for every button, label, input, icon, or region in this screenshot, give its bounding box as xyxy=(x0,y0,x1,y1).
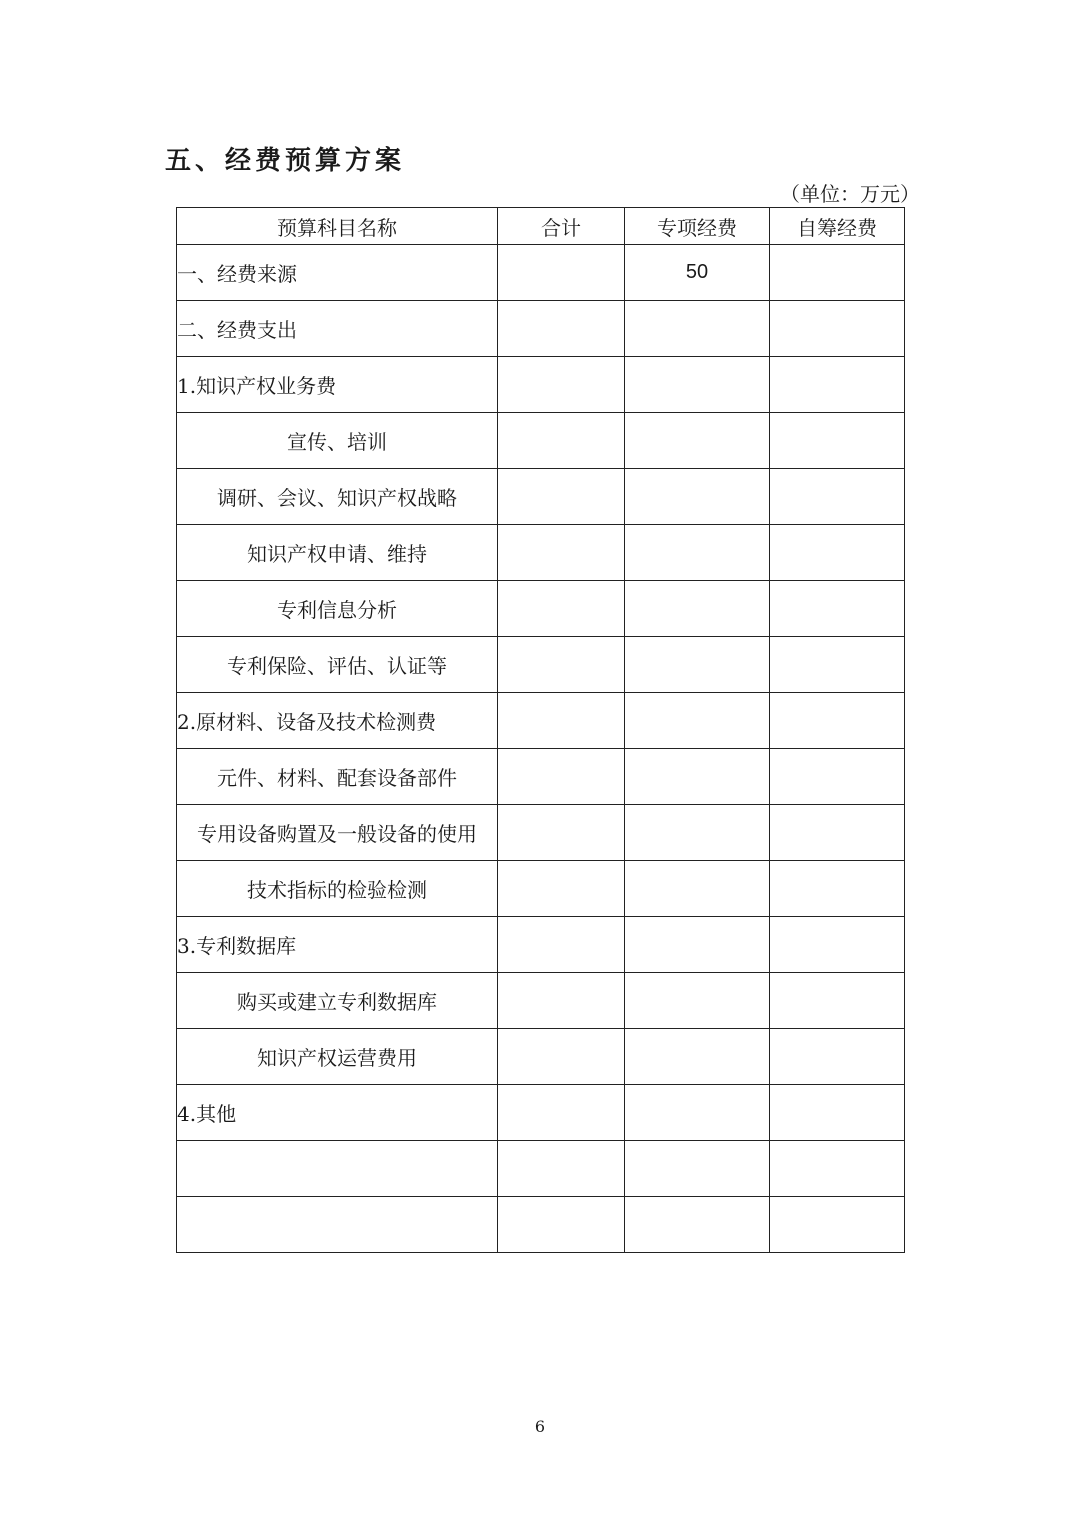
table-row xyxy=(177,637,905,693)
budget-item-name xyxy=(177,1197,498,1253)
table-row xyxy=(177,693,905,749)
self-raised-funds-cell xyxy=(770,469,905,525)
total-cell xyxy=(498,1197,625,1253)
budget-item-name: 二、经费支出 xyxy=(177,301,498,357)
table-row xyxy=(177,245,905,301)
special-funds-cell xyxy=(625,581,770,637)
header-special-funds: 专项经费 xyxy=(625,208,770,245)
table-row xyxy=(177,301,905,357)
self-raised-funds-cell xyxy=(770,301,905,357)
self-raised-funds-cell xyxy=(770,637,905,693)
table-row xyxy=(177,357,905,413)
special-funds-cell xyxy=(625,749,770,805)
budget-item-name: 专利保险、评估、认证等 xyxy=(177,637,498,693)
self-raised-funds-cell xyxy=(770,1141,905,1197)
total-cell xyxy=(498,581,625,637)
total-cell xyxy=(498,245,625,301)
budget-item-name: 2.原材料、设备及技术检测费 xyxy=(177,693,498,749)
self-raised-funds-cell xyxy=(770,917,905,973)
budget-table xyxy=(176,207,905,1253)
self-raised-funds-cell xyxy=(770,245,905,301)
budget-item-name: 知识产权运营费用 xyxy=(177,1029,498,1085)
self-raised-funds-cell xyxy=(770,749,905,805)
total-cell xyxy=(498,301,625,357)
table-header-row xyxy=(177,208,905,245)
budget-item-name: 调研、会议、知识产权战略 xyxy=(177,469,498,525)
section-title: 五、经费预算方案 xyxy=(165,146,406,176)
special-funds-cell xyxy=(625,861,770,917)
budget-item-name: 3.专利数据库 xyxy=(177,917,498,973)
special-funds-cell xyxy=(625,525,770,581)
self-raised-funds-cell xyxy=(770,357,905,413)
special-funds-cell xyxy=(625,301,770,357)
total-cell xyxy=(498,357,625,413)
self-raised-funds-cell xyxy=(770,973,905,1029)
table-row xyxy=(177,413,905,469)
budget-item-name: 知识产权申请、维持 xyxy=(177,525,498,581)
table-row xyxy=(177,973,905,1029)
special-funds-cell xyxy=(625,693,770,749)
total-cell xyxy=(498,469,625,525)
budget-item-name: 元件、材料、配套设备部件 xyxy=(177,749,498,805)
table-row xyxy=(177,749,905,805)
table-row xyxy=(177,1085,905,1141)
table-row xyxy=(177,917,905,973)
budget-item-name: 专利信息分析 xyxy=(177,581,498,637)
total-cell xyxy=(498,917,625,973)
self-raised-funds-cell xyxy=(770,1085,905,1141)
self-raised-funds-cell xyxy=(770,1029,905,1085)
self-raised-funds-cell xyxy=(770,861,905,917)
total-cell xyxy=(498,805,625,861)
special-funds-cell xyxy=(625,357,770,413)
special-funds-cell: 50 xyxy=(625,245,770,301)
special-funds-cell xyxy=(625,413,770,469)
page-number: 6 xyxy=(534,1417,546,1436)
total-cell xyxy=(498,637,625,693)
self-raised-funds-cell xyxy=(770,413,905,469)
budget-item-name: 一、经费来源 xyxy=(177,245,498,301)
special-funds-cell xyxy=(625,469,770,525)
self-raised-funds-cell xyxy=(770,525,905,581)
table-row xyxy=(177,861,905,917)
total-cell xyxy=(498,1029,625,1085)
special-funds-cell xyxy=(625,1197,770,1253)
special-funds-cell xyxy=(625,1085,770,1141)
budget-item-name: 购买或建立专利数据库 xyxy=(177,973,498,1029)
self-raised-funds-cell xyxy=(770,693,905,749)
total-cell xyxy=(498,693,625,749)
self-raised-funds-cell xyxy=(770,1197,905,1253)
table-row xyxy=(177,525,905,581)
self-raised-funds-cell xyxy=(770,581,905,637)
special-funds-cell xyxy=(625,917,770,973)
header-total: 合计 xyxy=(498,208,625,245)
budget-item-name: 宣传、培训 xyxy=(177,413,498,469)
special-funds-cell xyxy=(625,1141,770,1197)
total-cell xyxy=(498,1141,625,1197)
self-raised-funds-cell xyxy=(770,805,905,861)
budget-item-name xyxy=(177,1141,498,1197)
total-cell xyxy=(498,525,625,581)
header-self-raised-funds: 自筹经费 xyxy=(770,208,905,245)
special-funds-cell xyxy=(625,805,770,861)
budget-item-name: 4.其他 xyxy=(177,1085,498,1141)
total-cell xyxy=(498,749,625,805)
total-cell xyxy=(498,973,625,1029)
table-row xyxy=(177,581,905,637)
special-funds-cell xyxy=(625,973,770,1029)
table-row xyxy=(177,1197,905,1253)
table-row xyxy=(177,805,905,861)
budget-table-body xyxy=(177,245,905,1253)
header-item-name: 预算科目名称 xyxy=(177,208,498,245)
budget-item-name: 技术指标的检验检测 xyxy=(177,861,498,917)
table-row xyxy=(177,1141,905,1197)
total-cell xyxy=(498,861,625,917)
special-funds-cell xyxy=(625,637,770,693)
total-cell xyxy=(498,1085,625,1141)
budget-item-name: 1.知识产权业务费 xyxy=(177,357,498,413)
budget-item-name: 专用设备购置及一般设备的使用 xyxy=(177,805,498,861)
special-funds-cell xyxy=(625,1029,770,1085)
unit-note: （单位：万元） xyxy=(780,182,920,206)
total-cell xyxy=(498,413,625,469)
table-row xyxy=(177,1029,905,1085)
table-row xyxy=(177,469,905,525)
